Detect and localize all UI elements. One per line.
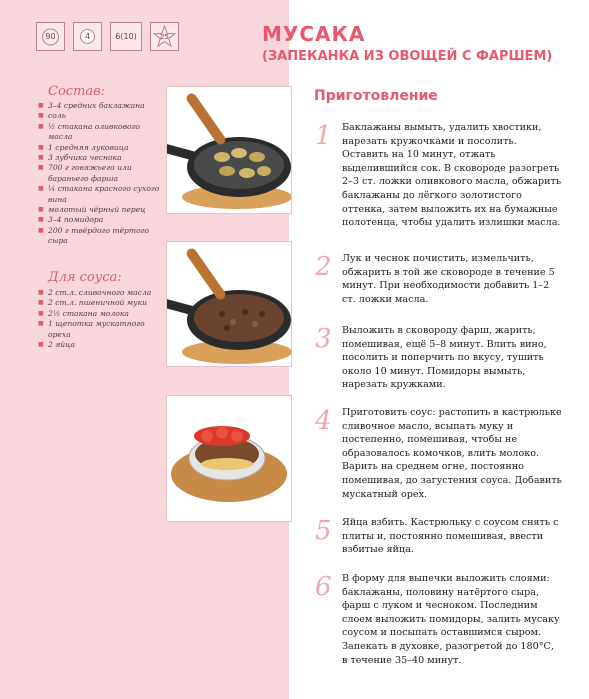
difficulty-icon: 4 [73, 22, 102, 51]
step-number: 3 [315, 324, 332, 354]
info-icons-row [36, 22, 179, 51]
ingredient-item: ■ ¼ стакана красного сухого вина [38, 184, 160, 205]
sauce-item: ■ 2 яйца [38, 340, 160, 350]
sauce-item: ■ 2 ст.л. сливочного масла [38, 288, 160, 298]
moussaka-dish-photo [166, 395, 292, 522]
step-text: Приготовить соус: растопить в кастрюльке сливочное масло, всыпать муку и постепенно, помешивая, чтобы не образовалось комочков, влить молоко. Варить на среднем огне, постоянно помешивая, до загустения соуса. Добавить мускатный орех. [342, 407, 562, 500]
rating-star-icon: 25 [150, 22, 179, 51]
recipe-subtitle: (ЗАПЕКАНКА ИЗ ОВОЩЕЙ С ФАРШЕМ) [262, 49, 553, 64]
ingredient-item: ■ ½ стакана оливкового масла [38, 122, 160, 143]
eggplant-frying-photo [166, 86, 292, 214]
ingredients-list [38, 101, 160, 247]
step-number: 5 [315, 516, 332, 546]
ingredient-item: ■ 200 г твёрдого тёртого сыра [38, 226, 160, 247]
ingredient-item: ■ 3–4 помидора [38, 215, 160, 225]
ingredients-title: Состав: [48, 84, 106, 99]
step-text: Баклажаны вымыть, удалить хвостики, нарезать кружочками и посолить. Оставить на 10 минут, отжать выделившийся сок. В сковороде разогреть 2–3 ст. ложки оливкового масла, обжарить баклажаны до лёгкого золотистого оттенка, затем выложить их на бумажные полотенца, чтобы удалить излишки масла. [342, 122, 562, 229]
preparation-title: Приготовление [314, 88, 438, 104]
recipe-title: МУСАКА [262, 22, 366, 46]
sauce-item: ■ 1 щепотка мускатного ореха [38, 319, 160, 340]
sauce-item: ■ 2½ стакана молока [38, 309, 160, 319]
ingredient-item: ■ 3 зубчика чеснока [38, 153, 160, 163]
step-number: 1 [315, 121, 332, 151]
time-icon: 90 [36, 22, 65, 51]
sauce-item: ■ 2 ст.л. пшеничной муки [38, 298, 160, 308]
ingredient-item: ■ 1 средняя луковица [38, 143, 160, 153]
step-number: 2 [315, 252, 332, 282]
ingredient-item: ■ молотый чёрный перец [38, 205, 160, 215]
step-text: Лук и чеснок почистить, измельчить, обжарить в той же сковороде в течение 5 минут. При необходимости добавить 1–2 ст. ложки масла. [342, 253, 555, 305]
ingredient-item: ■ 700 г говяжьего или бараньего фарша [38, 163, 160, 184]
ingredient-item: ■ соль [38, 111, 160, 121]
mince-frying-photo [166, 241, 292, 367]
sauce-title: Для соуса: [48, 270, 122, 285]
sauce-list [38, 288, 160, 350]
step-text: Выложить в сковороду фарш, жарить, помешивая, ещё 5–8 минут. Влить вино, посолить и поперчить по вкусу, тушить около 10 минут. Помидоры вымыть, нарезать кружками. [342, 325, 547, 391]
step-number: 6 [315, 572, 332, 602]
step-text: В форму для выпечки выложить слоями: баклажаны, половину натёртого сыра, фарш с луком и чесноком. Последним слоем выложить помидоры, залить мусаку соусом и посыпать оставшимся сыром. Запекать в духовке, разогретой до 180°С, в течение 35–40 минут. [342, 573, 560, 666]
step-number: 4 [315, 406, 332, 436]
step-text: Яйца взбить. Кастрюльку с соусом снять с плиты и, постоянно помешивая, ввести взбитые яйца. [342, 517, 559, 556]
servings-icon: 6(10) [110, 22, 142, 51]
ingredient-item: ■ 3–4 средних баклажана [38, 101, 160, 111]
